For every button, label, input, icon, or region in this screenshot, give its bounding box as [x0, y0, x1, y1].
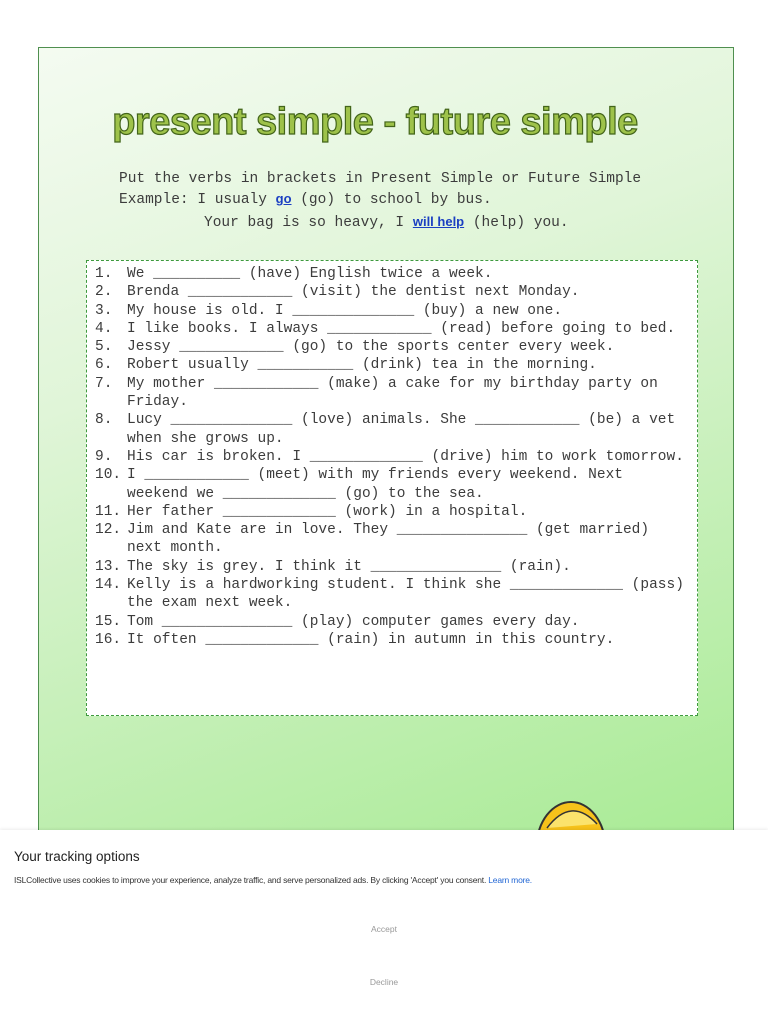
exercise-item: 5. Jessy ____________ (go) to the sports center every week. — [95, 339, 615, 356]
exercise-box — [86, 260, 698, 716]
exercise-item: 1. We __________ (have) English twice a week. — [95, 266, 493, 282]
example-1: Example: I usualy go (go) to school by bus. — [119, 191, 492, 208]
exercise-item: 12. Jim and Kate are in love. They _______________ (get married) next month. — [95, 522, 658, 557]
worksheet-title: present simple - future simple — [112, 101, 638, 143]
exercise-item: 4. I like books. I always ____________ (read) before going to bed. — [95, 320, 676, 337]
worksheet-page — [38, 47, 734, 847]
example-2: Your bag is so heavy, I will help (help) you. — [204, 214, 569, 231]
exercise-item: 3. My house is old. I ______________ (buy) a new one. — [95, 302, 563, 319]
instruction-text: Put the verbs in brackets in Present Simple or Future Simple — [119, 171, 642, 187]
exercise-item: 13. The sky is grey. I think it _______________ (rain). — [95, 558, 571, 575]
decline-button[interactable]: Decline — [0, 971, 768, 993]
exercise-item: 16. It often _____________ (rain) in autumn in this country. — [95, 631, 615, 648]
exercise-item: 2. Brenda ____________ (visit) the dentist next Monday. — [95, 284, 580, 301]
accept-button[interactable]: Accept — [0, 918, 768, 940]
cookie-banner — [0, 830, 768, 1024]
exercise-item: 11. Her father _____________ (work) in a hospital. — [95, 503, 528, 520]
exercise-item: 14. Kelly is a hardworking student. I think she _____________ (pass) the exam next week. — [95, 577, 693, 612]
exercise-item: 6. Robert usually ___________ (drink) tea in the morning. — [95, 357, 597, 374]
example-2-answer: will help — [412, 214, 465, 229]
learn-more-link[interactable]: Learn more. — [488, 875, 532, 885]
exercise-item: 8. Lucy ______________ (love) animals. She ____________ (be) a vet when she grows up. — [95, 412, 684, 447]
exercise-item: 15. Tom _______________ (play) computer games every day. — [95, 613, 580, 630]
exercise-item: 10. I ____________ (meet) with my friends every weekend. Next weekend we _____________ (go) to the sea. — [95, 467, 632, 502]
exercise-item: 7. My mother ____________ (make) a cake for my birthday party on Friday. — [95, 375, 667, 411]
exercise-item: 9. His car is broken. I _____________ (drive) him to work tomorrow. — [95, 448, 684, 465]
example-1-answer: go — [275, 191, 292, 206]
instructions — [119, 170, 649, 233]
cookie-banner-title: Your tracking options — [14, 849, 140, 864]
cookie-banner-text: ISLCollective uses cookies to improve your experience, analyze traffic, and serve personalized ads. By clicking 'Accept' you consent. Learn more. — [14, 875, 532, 885]
